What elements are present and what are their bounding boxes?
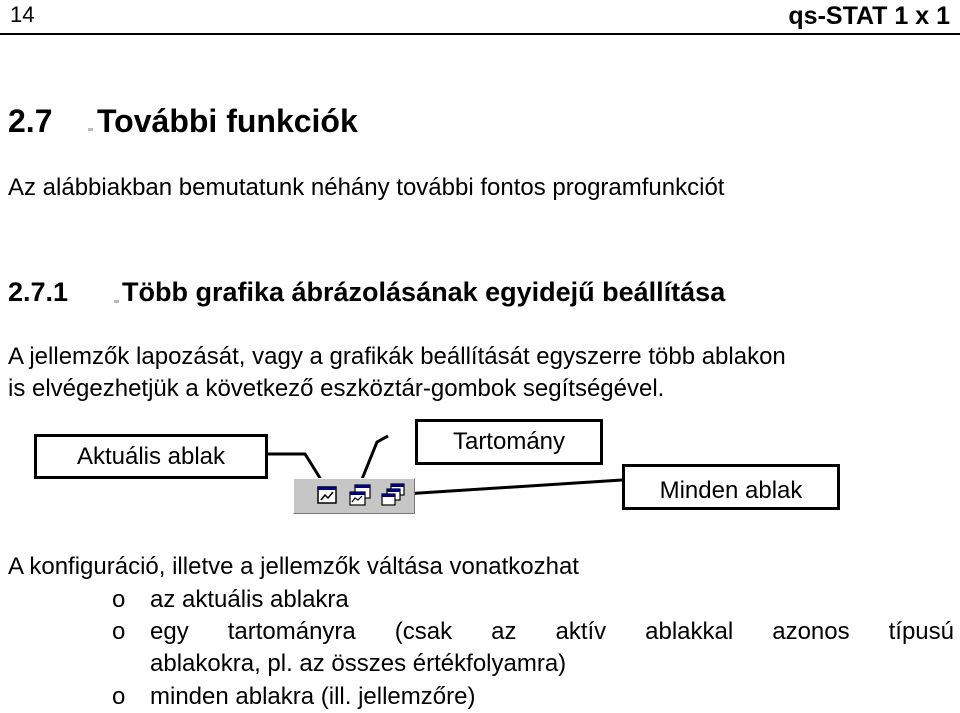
callout-label: Minden ablak (659, 477, 803, 504)
bullet-marker: o (112, 586, 126, 613)
paragraph-line: A jellemzők lapozását, vagy a grafikák beállítását egyszerre több ablakon (8, 343, 786, 370)
all-windows-icon (380, 483, 406, 509)
current-window-button[interactable] (315, 483, 341, 509)
list-item-justified (150, 618, 954, 646)
word: az (491, 618, 517, 645)
word: (csak (394, 618, 453, 645)
range-windows-button[interactable] (347, 483, 373, 509)
word: típusú (888, 618, 954, 645)
range-windows-icon (347, 483, 373, 509)
callout-current-window (34, 434, 268, 479)
word: ablakkal (645, 618, 734, 645)
list-item: minden ablakra (ill. jellemzőre) (150, 683, 476, 710)
section-number: 2.7 (8, 103, 53, 139)
current-window-icon (315, 483, 341, 509)
list-item: az aktuális ablakra (150, 586, 349, 613)
word: tartományra (227, 618, 356, 645)
callout-label: Tartomány (452, 428, 566, 455)
toolbar (293, 478, 415, 514)
section-title: További funkciók (97, 103, 358, 139)
bullet-marker: o (112, 683, 126, 710)
subsection-number: 2.7.1 (8, 277, 69, 307)
callout-all-windows (622, 464, 840, 510)
callout-label: Aktuális ablak (76, 443, 226, 470)
page-number: 14 (10, 2, 35, 27)
all-windows-button[interactable] (380, 483, 406, 509)
word: aktív (555, 618, 607, 645)
paragraph-line: is elvégezhetjük a következő eszköztár-gombok segítségével. (8, 375, 665, 402)
word: egy (150, 618, 189, 645)
subsection-title: Több grafika ábrázolásának egyidejű beállítása (122, 277, 726, 307)
document-title: qs-STAT 1 x 1 (788, 2, 950, 30)
list-item-continuation: ablakokra, pl. az összes értékfolyamra) (150, 650, 567, 677)
word: azonos (772, 618, 850, 645)
section-intro: Az alábbiakban bemutatunk néhány további fontos programfunkciót (8, 174, 725, 201)
config-lead: A konfiguráció, illetve a jellemzők váltása vonatkozhat (8, 553, 579, 580)
callout-range (415, 419, 603, 465)
bullet-marker: o (112, 618, 126, 645)
